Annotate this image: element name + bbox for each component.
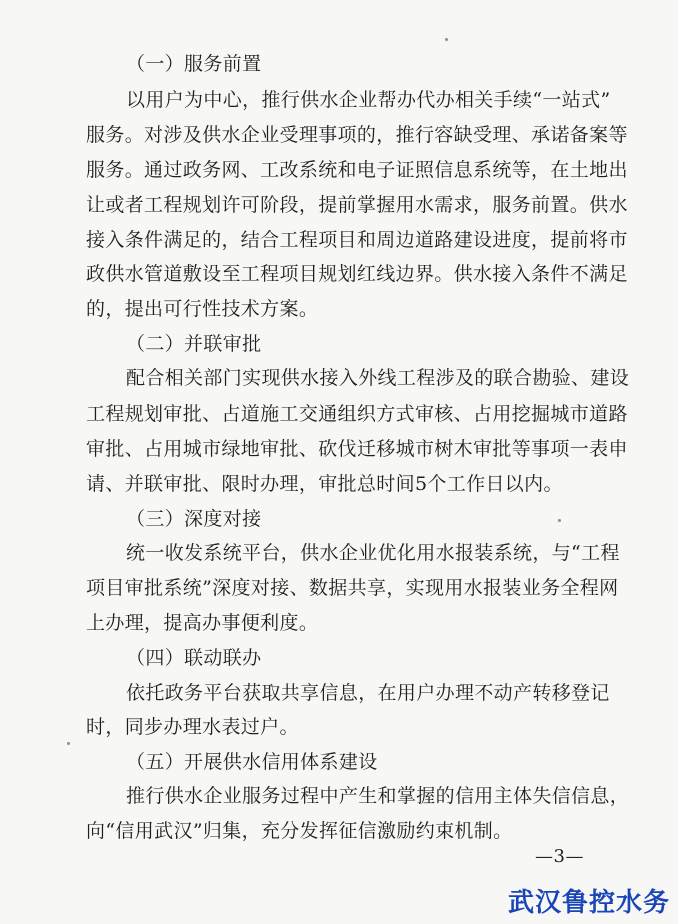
section-heading-3: （三）深度对接 — [126, 508, 262, 530]
paragraph-line: 审批、占用城市绿地审批、砍伐迁移城市树木审批等事项一表申 — [86, 438, 628, 460]
paragraph-line: 请、并联审批、限时办理，审批总时间5个工作日以内。 — [86, 473, 563, 495]
paragraph-line: 上办理，提高办事便利度。 — [86, 612, 319, 634]
section-heading-1: （一）服务前置 — [126, 53, 262, 75]
paragraph-line: 让或者工程规划许可阶段，提前掌握用水需求，服务前置。供水 — [86, 194, 628, 216]
section-heading-4: （四）联动联办 — [126, 647, 262, 669]
paragraph-line: 统一收发系统平台，供水企业优化用水报装系统，与“工程 — [126, 542, 620, 564]
paragraph-line: 依托政务平台获取共享信息，在用户办理不动产转移登记 — [126, 682, 610, 704]
paragraph-line: 工程规划审批、占道施工交通组织方式审核、占用挖掘城市道路 — [86, 403, 628, 425]
section-heading-5: （五）开展供水信用体系建设 — [126, 751, 378, 773]
paragraph-line: 接入条件满足的，结合工程项目和周边道路建设进度，提前将市 — [86, 229, 628, 251]
paragraph-line: 推行供水企业服务过程中产生和掌握的信用主体失信信息， — [126, 785, 630, 807]
paragraph-line: 向“信用武汉”归集，充分发挥征信激励约束机制。 — [86, 820, 513, 842]
paragraph-line: 以用户为中心，推行供水企业帮办代办相关手续“一站式” — [126, 89, 611, 111]
scan-speck — [558, 519, 561, 522]
watermark-logo-text: 武汉鲁控水务 — [507, 888, 670, 918]
paragraph-line: 的，提出可行性技术方案。 — [86, 298, 319, 320]
paragraph-line: 服务。通过政务网、工改系统和电子证照信息系统等，在土地出 — [86, 159, 628, 181]
section-heading-2: （二）并联审批 — [126, 333, 262, 355]
scan-speck — [445, 38, 448, 41]
paragraph-line: 配合相关部门实现供水接入外线工程涉及的联合勘验、建设 — [126, 367, 630, 389]
page-number: —3— — [535, 846, 584, 867]
paragraph-line: 项目审批系统”深度对接、数据共享，实现用水报装业务全程网 — [86, 577, 619, 599]
paragraph-line: 政供水管道敷设至工程项目规划红线边界。供水接入条件不满足 — [86, 263, 628, 285]
paragraph-line: 服务。对涉及供水企业受理事项的，推行容缺受理、承诺备案等 — [86, 124, 628, 146]
scan-speck — [67, 742, 70, 745]
paragraph-line: 时，同步办理水表过户。 — [86, 716, 299, 738]
